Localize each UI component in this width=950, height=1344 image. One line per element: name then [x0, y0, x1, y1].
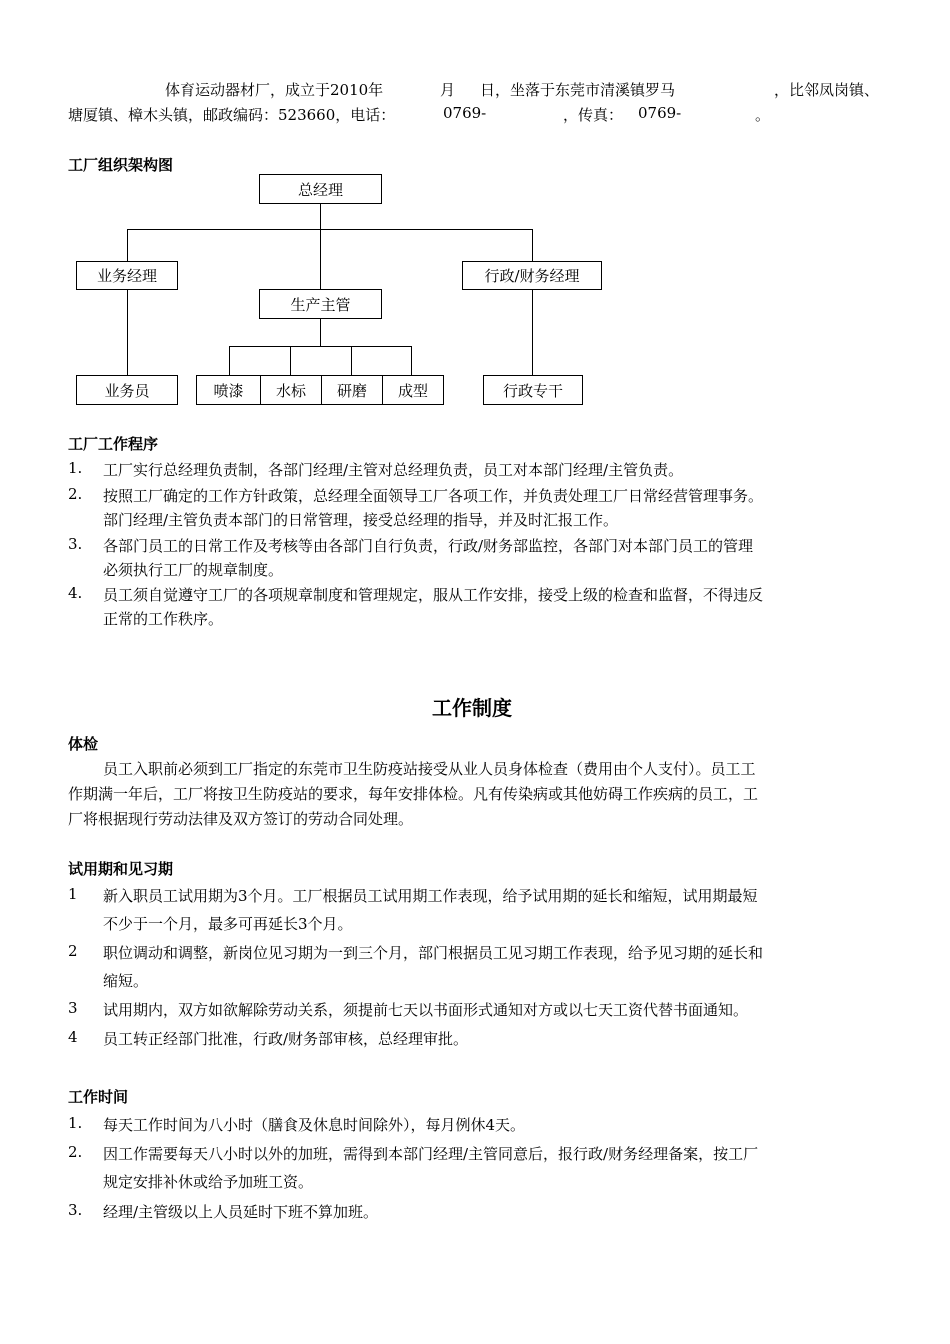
list-item-text: 因工作需要每天八小时以外的加班，需得到本部门经理/主管同意后，报行政/财务经理备案，按工厂 [103, 1145, 759, 1163]
list-item-number: 1. [68, 459, 83, 477]
org-box-salesperson: 业务员 [76, 375, 178, 405]
paragraph-line: 作期满一年后，工厂将按卫生防疫站的要求，每年安排体检。凡有传染病或其他妨碍工作疾病的员工，工 [68, 785, 759, 803]
working-hours-heading: 工作时间 [68, 1088, 129, 1106]
connector [229, 346, 412, 347]
list-item-number: 2. [68, 1143, 83, 1161]
intro-line1-d: ，比邻凤岗镇、 [774, 81, 880, 99]
org-box-sales-manager: 业务经理 [76, 261, 178, 290]
org-chart-heading: 工厂组织架构图 [68, 156, 174, 174]
org-box-general-manager: 总经理 [259, 174, 382, 204]
list-item-text: 不少于一个月，最多可再延长3个月。 [103, 915, 353, 933]
list-item-text: 新入职员工试用期为3个月。工厂根据员工试用期工作表现，给予试用期的延长和缩短，试用期最短 [103, 887, 758, 905]
intro-line2-c: ，传真： [563, 106, 624, 124]
probation-heading: 试用期和见习期 [68, 860, 174, 878]
paragraph-line: 厂将根据现行劳动法律及双方签订的劳动合同处理。 [68, 810, 414, 828]
list-item-number: 2. [68, 485, 83, 503]
connector [229, 346, 230, 376]
list-item-number: 4. [68, 584, 83, 602]
paragraph-line: 员工入职前必须到工厂指定的东莞市卫生防疫站接受从业人员身体检查（费用由个人支付）。员工工 [103, 760, 756, 778]
org-dept-mold: 成型 [397, 381, 428, 400]
physical-exam-heading: 体检 [68, 735, 99, 753]
org-box-production-supervisor: 生产主管 [259, 289, 382, 319]
list-item-text: 必须执行工厂的规章制度。 [103, 561, 284, 579]
intro-line1-a: 体育运动器材厂，成立于2010年 [165, 81, 384, 99]
list-item-text: 职位调动和调整，新岗位见习期为一到三个月，部门根据员工见习期工作表现，给予见习期的延长和 [103, 944, 764, 962]
list-item-text: 试用期内，双方如欲解除劳动关系，须提前七天以书面形式通知对方或以七天工资代替书面通知。 [103, 1001, 749, 1019]
org-dept-watermark: 水标 [261, 376, 322, 404]
connector [532, 229, 533, 262]
list-item-text: 经理/主管级以上人员延时下班不算加班。 [103, 1203, 379, 1221]
connector [127, 229, 533, 230]
list-item-text: 各部门员工的日常工作及考核等由各部门自行负责，行政/财务部监控，各部门对本部门员工的管理 [103, 537, 754, 555]
intro-line2-b: 0769- [443, 104, 487, 122]
list-item-text: 规定安排补休或给予加班工资。 [103, 1173, 314, 1191]
connector [127, 229, 128, 262]
intro-line1-b: 月 [440, 81, 456, 99]
connector [290, 346, 291, 376]
connector [127, 289, 128, 376]
list-item-number: 4 [68, 1028, 78, 1046]
list-item-text: 部门经理/主管负责本部门的日常管理，接受总经理的指导，并及时汇报工作。 [103, 511, 619, 529]
list-item-text: 工厂实行总经理负责制，各部门经理/主管对总经理负责，员工对本部门经理/主管负责。 [103, 461, 684, 479]
connector [320, 318, 321, 346]
list-item-text: 员工须自觉遵守工厂的各项规章制度和管理规定，服从工作安排，接受上级的检查和监督，不得违反 [103, 586, 764, 604]
list-item-text: 按照工厂确定的工作方针政策，总经理全面领导工厂各项工作，并负责处理工厂日常经营管理事务。 [103, 487, 764, 505]
list-item-text: 正常的工作秩序。 [103, 610, 224, 628]
intro-line2-d: 0769- [638, 104, 682, 122]
list-item-number: 3. [68, 1201, 83, 1219]
list-item-number: 3 [68, 999, 78, 1017]
intro-line2-a: 塘厦镇、樟木头镇，邮政编码：523660，电话： [68, 106, 396, 124]
connector [411, 346, 412, 376]
intro-line2-e: 。 [755, 106, 771, 124]
org-box-admin-finance-manager: 行政/财务经理 [462, 261, 602, 290]
list-item-number: 1. [68, 1114, 83, 1132]
procedure-heading: 工厂工作程序 [68, 435, 159, 453]
connector [351, 346, 352, 376]
list-item-number: 3. [68, 535, 83, 553]
connector [532, 289, 533, 376]
list-item-text: 缩短。 [103, 972, 149, 990]
list-item-number: 1 [68, 885, 78, 903]
org-dept-grind: 研磨 [322, 376, 383, 404]
page-title: 工作制度 [432, 696, 512, 720]
org-box-production-departments [196, 375, 444, 405]
org-dept-spray: 喷漆 [197, 376, 261, 404]
connector [320, 203, 321, 290]
list-item-text: 员工转正经部门批准，行政/财务部审核，总经理审批。 [103, 1030, 469, 1048]
intro-line1-c: 日，坐落于东莞市清溪镇罗马 [480, 81, 676, 99]
list-item-number: 2 [68, 942, 78, 960]
list-item-text: 每天工作时间为八小时（膳食及休息时间除外），每月例休4天。 [103, 1116, 526, 1134]
org-box-admin-staff: 行政专干 [483, 375, 583, 405]
